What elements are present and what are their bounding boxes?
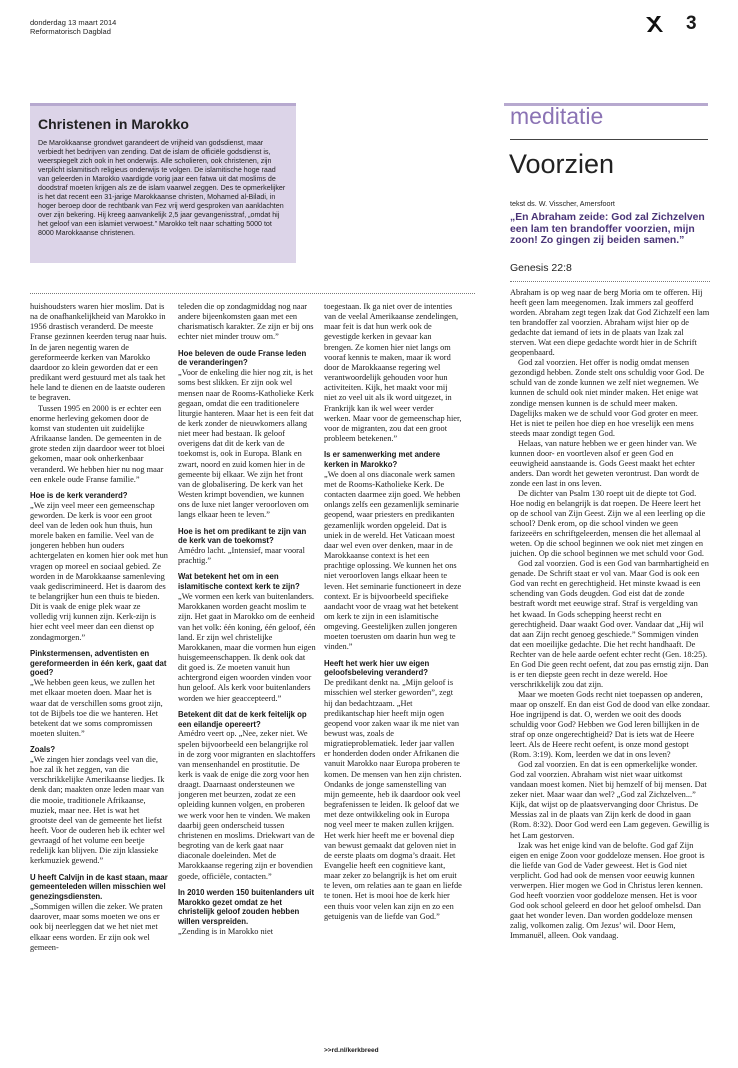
paragraph: De dichter van Psalm 130 roept uit de diepte tot God. Hoe nodig en belangrijk is dat roepen. De Heere leert het op de school van Zijn Geest. Zijn we al een leerling op die school? Denk erom, op die school vinden we geen farizeeërs en schriftgeleerden, mensen die het allemaal al weten. Op die school beginnen we ook niet met zingen en juichen. Op die school beginnen we met schuld voor God. (510, 488, 706, 559)
article-column-1 (30, 302, 168, 1062)
meditatie-separator (510, 139, 708, 140)
paragraph: „We hebben geen keus, we zullen het met elkaar moeten doen. Maar het is waar dat de verschillen soms groot zijn, tot de Bijbels toe die we hanteren. Het betekent dat we soms compromissen moeten sluiten.” (30, 678, 163, 738)
paragraph: „We doen al ons diaconale werk samen met de Rooms-Katholieke Kerk. De contacten daarmee zijn goed. We hebben onlangs zelfs een gezamenlijk seminarie geopend, waar priesters en predikanten gezamenlijk worden opgeleid. Dat is uniek in de wereld. Het Vaticaan moest daar wel even over denken, maar in de Marokkaanse context is het een prachtige oplossing. We kunnen het ons niet veroorloven langs elkaar heen te leven. Het seminarie functioneert in deze context. Er is bijvoorbeeld specifieke aandacht voor de vraag wat het betekent om kerk te zijn in een islamitische omgeving. Geestelijken zullen jongeren moeten toerusten om daarin hun weg te vinden.” (324, 469, 462, 652)
paragraph: Helaas, van nature hebben we er geen hinder van. We kunnen door- en voortleven alsof er geen God en eeuwigheid aanstaande is. Gods Geest maakt het echter anders. Dan wordt het geweten verontrust. Dan wordt de zonde een last in ons leven. (510, 438, 700, 488)
header-date: donderdag 13 maart 2014 (30, 18, 117, 27)
web-link[interactable]: >>rd.nl/kerkbreed (324, 1047, 379, 1054)
paragraph: „Zending is in Marokko niet (178, 926, 274, 936)
question-heading: Heeft het werk hier uw eigen geloofsbeleving veranderd? (324, 658, 430, 678)
paragraph: De predikant denkt na. „Mijn geloof is misschien wel sterker geworden”, zegt hij dan bedachtzaam. „Het predikantschap hier heeft mijn ogen geopend voor zaken waar ik me niet van bewust was, zoals de migratieproblematiek. Ieder jaar vallen er honderden doden onder Afrikanen die vanuit Marokko naar Europa proberen te komen. De mensen van hen zijn christen. Ondanks de jonge samenstelling van mijn gemeente, heb ik daardoor ook veel begrafenissen te leiden. Ik geloof dat we met deze ontwikkeling ook in Europa nog veel meer te maken zullen krijgen. Het werk hier heeft me er bovenal diep van bewust gemaakt dat geloven niet in de eerste plaats om dogma’s draait. Het Evangelie heeft een cognitieve kant, maar zeker zo belangrijk is het om eruit te leven, om relaties aan te gaan en liefde te tonen. Het is mooi hoe de kerk hier een thuis voor velen kan zijn en zo een getuigenis van de liefde van God.” (324, 678, 462, 921)
paragraph: „We vormen een kerk van buitenlanders. Marokkanen worden geacht moslim te zijn. Het gaat in Marokko om de eenheid van het volk: één koning, één geloof, één land. Er zijn wel christelijke Marokkanen, maar die vormen hun eigen huisgemeenschappen. Ik denk ook dat dit goed is. Ze moeten vanuit hun achtergrond eigen woorden vinden voor hun geloof. Als kerk voor buitenlanders worden we hier geaccepteerd.” (178, 592, 316, 703)
info-box-text: De Marokkaanse grondwet garandeert de vrijheid van godsdienst, maar verbiedt het bedrijven van zending. Dat de islam de officiële godsdienst is, weerspiegelt zich ook in het onderwijs. Alle scholieren, ook christenen, zijn verplicht islamitisch religieus onderwijs te volgen. De islamitische hoge raad van geleerden in Marokko vaardigde vorig jaar een fatwa uit dat moslims de doodstraf moeten krijgen als ze de islam vaarwel zeggen. Des te opmerkelijker is het dat recent een 31-jarige Marokkaanse christen, Mohamed al-Biladi, in hoger beroep door de rechtbank van Fez vrij werd gesproken van aanklachten over zijn bekering. Hij kreeg aanvankelijk 2,5 jaar gevangenisstraf, „omdat hij het geloof van een islamiet verwoest.” Marokko telt naar schatting 5000 tot 8000 Marokkaanse christenen. (38, 139, 286, 238)
meditatie-title: Voorzien (509, 149, 615, 179)
meditatie-reference: Genesis 22:8 (510, 262, 572, 274)
paragraph: „We zijn veel meer een gemeenschap geworden. De kerk is voor een groot deel van de leden ook hun thuis, hun morele baken en familie. Veel van de jongeren hebben hun ouders achtergelaten en komen hier ook met hun vragen op moreel en sociaal gebied. Ze worden in de Marokkaanse samenleving vaak gediscrimineerd. Het is daarom des te belangrijker hun een thuis te bieden. Dit is vaak de enige plek waar ze volledig vrij kunnen zijn. Kerk-zijn is hier echt veel meer dan een dienst op zondagmorgen.” (30, 500, 168, 642)
question-heading: Wat betekent het om in een islamitische context kerk te zijn? (178, 572, 300, 592)
meditatie-body (510, 288, 710, 988)
paragraph: God zal voorzien. God is een God van barmhartigheid en genade. De Schrift staat er vol van. Maar God is ook een God van recht en gerechtigheid. Het minste kwaad is een schending van Gods deugden. God eist dat de zonde bestraft wordt met eeuwige straf. Straf is vergelding van het kwaad. In Gods schepping heerst recht en gerechtigheid. Daar waakt God over. Vandaar dat „Hij wil dat aan Zijn recht genoeg geschiede.” Sommigen vinden dat een moeilijke gedachte. Die het recht handhaaft. De Rechter van de hele aarde oefent echter recht (Gen. 18:25). En God Die geen recht oefent, dat zou pas ernstig zijn. Dan is er ten diepste geen recht in deze wereld. Hoe verschrikkelijk zou dat zijn. (510, 559, 709, 689)
question-heading: Zoals? (30, 745, 56, 755)
question-heading: U heeft Calvijn in de kast staan, maar gemeenteleden willen misschien wel genezingsdiensten. (30, 872, 168, 902)
question-heading: Hoe beleven de oude Franse leden de veranderingen? (178, 348, 307, 368)
paragraph: „Sommigen willen die zeker. We praten daarover, maar soms moeten we ons er ook bij neerleggen dat we het niet met elkaar eens worden. Er zijn ook wel gemeen- (30, 902, 163, 952)
info-box (30, 103, 296, 263)
meditatie-quote: „En Abraham zeide: God zal Zichzelven een lam ten brandoffer voorzien, mijn zoon! Zo gingen zij beiden samen.” (510, 212, 705, 247)
paragraph: teleden die op zondagmiddag nog naar andere bijeenkomsten gaan met een charismatisch karakter. Ze zijn er bij ons echter niet minder trouw om.” (178, 302, 314, 342)
paragraph: toegestaan. Ik ga niet over de intenties van de veelal Amerikaanse zendelingen, maar feit is dat hun werk ook de gevestigde kerken in gevaar kan brengen. Ze komen hier niet langs om vooraf kennis te maken, maar ik word door de Marokkaanse regering wel verantwoordelijk gehouden voor hun activiteiten. Kijk, het maakt voor mij niet zo veel uit als ik word uitgezet, in Frankrijk kan ik wel weer verder werken. Maar voor de gemeenschap hier, voor de migranten, zou dat een groot probleem betekenen.” (324, 302, 462, 444)
paragraph: Amédro veert op. „Nee, zeker niet. We spelen bijvoorbeeld een belangrijke rol in de zorg voor migranten en slachtoffers van mensenhandel en prostitutie. De kerk is vaak de enige die zorg voor hen draagt. Daarnaast ondersteunen we jongeren met beurzen, zodat ze een opleiding kunnen volgen, en proberen we werk voor hen te vinden. We maken daarbij geen onderscheid tussen christenen en moslims. Driekwart van de begroting van de kerk gaat naar diaconale doeleinden. Met de Marokkaanse regering zijn er bovendien goede, officiële, contacten.” (178, 729, 316, 881)
question-heading: In 2010 werden 150 buitenlanders uit Marokko gezet omdat ze het christelijk geloof zouden hebben willen verspreiden. (178, 887, 315, 927)
info-box-title: Christenen in Marokko (38, 116, 189, 132)
newspaper-logo-icon (644, 14, 664, 34)
question-heading: Hoe is de kerk veranderd? (30, 490, 128, 500)
paragraph: „We zingen hier zondags veel van die, hoe zal ik het zeggen, van die verschrikkelijke Amerikaanse liedjes. Ik denk dan; maakten onze leden maar van die mooie, traditionele Afrikaanse, muziek, maar nee. Het is wat het grootste deel van de gemeente het liefst heeft. Voor de ouderen heb ik echter wel gevraagd of het volume een beetje redelijk kan blijven. Die zijn klassieke kerkmuziek gewend.” (30, 754, 165, 866)
meditatie-author: tekst ds. W. Visscher, Amersfoort (510, 199, 615, 208)
meditatie-label: meditatie (510, 103, 604, 129)
paragraph: Maar we moeten Gods recht niet toepassen op anderen, maar op onszelf. En dan eist God de dood van elke zondaar. Hoe ingrijpend is dat. O, werden we ooit des doods schuldig voor God? Hebben we God leren billijken in de straf op onze ongerechtigheid? Dat is iets wat de Heere leert. Als de Heere recht oefent, is onze mond gestopt (Rom. 3:19). Kom, leerden we dat in ons leven? (510, 689, 710, 760)
paragraph: Tussen 1995 en 2000 is er echter een enorme herleving gekomen door de komst van studenten uit zuidelijke Afrikaanse landen. De gemeenten in de grote steden zijn daardoor weer tot bloei gekomen, maar ook onherkenbaar veranderd. We hebben hier nu nog maar een enkele oude Franse familie.” (30, 403, 165, 484)
paragraph: Amédro lacht. „Intensief, maar vooral prachtig.” (178, 546, 305, 566)
paragraph: Izak was het enige kind van de belofte. God gaf Zijn eigen en enige Zoon voor goddeloze mensen. Hoe groot is die liefde van God de Vader geweest. Het is God niet verplicht. God had ook de mensen voor eeuwig kunnen verwerpen. Hier mogen we God in Christus leren kennen. God heeft voorzien voor goddeloze mensen. Het is voor God ook school geleerd en door het geloof omhelsd. Dan gaat het wonder leven. Dan worden goddeloze mensen zalig, volkomen zalig. Om Jezus’ wil. Door Hem, Immanuël, alleen. Ook vandaag. (510, 840, 705, 940)
question-heading: Pinkstermensen, adventisten en gereformeerden in één kerk, gaat dat goed? (30, 648, 167, 678)
question-heading: Is er samenwerking met andere kerken in Marokko? (324, 450, 441, 469)
header-newspaper: Reformatorisch Dagblad (30, 27, 111, 36)
paragraph: „Voor de enkeling die hier nog zit, is het soms best slikken. Er zijn ook wel mensen naar de Rooms-Katholieke Kerk gegaan, omdat die een traditionelere liturgie hanteren. Maar het is een feit dat de kerk zonder de nieuwkomers allang niet meer had bestaan. Ik geloof overigens dat dit de kerk van de toekomst is, ook in Europa. Blank en zwart, noord en zuid komen hier in de gemeente bij elkaar. We zijn het front van de globalisering. De kerk van het Westen krimpt bovendien, we kunnen ons de luxe niet langer veroorloven om langs elkaar heen te leven.” (178, 368, 314, 520)
header-date-block (30, 18, 116, 36)
paragraph: huishoudsters waren hier moslim. Dat is na de onafhankelijkheid van Marokko in 1956 drastisch veranderd. De meeste Franse gezinnen keerden terug naar huis. In de jaren negentig waren de gereformeerde kerken van Marokko daardoor zo klein geworden dat er een predikant werd gestuurd met als taak het hele land te dienen en de laatste ouderen te begraven. (30, 302, 167, 403)
article-column-2 (178, 302, 316, 1062)
article-divider (30, 293, 475, 294)
paragraph: God zal voorzien. Het offer is nodig omdat mensen gezondigd hebben. Zonde stelt ons schuldig voor God. De schuld van de zonde kunnen we zelf niet wegnemen. We kunnen de schuld ook niet minder maken. Het enige wat zondige mensen kunnen is de schuld meer maken. Dagelijks maken we de schuld voor God groter en meer. Het is niet te peilen hoe diep en hoe vreselijk een mens steeds maar zondigt tegen God. (510, 358, 705, 438)
paragraph: God zal voorzien. En dat is een opmerkelijke wonder. God zal voorzien. Abraham wist niet waar uitkomst vandaan moest komen. Niet bij hemzelf of bij mensen. Dat zeker niet. Maar waar dan wel? „God zal Zichzelven...” Kijk, dat wijst op de plaatsvervanging door Christus. De Messias zal in de plaats van Zijn kerk de dood in gaan (Rom. 8:32). Door God werd een Lam gegeven. Gewillig is het Lam gestorven. (510, 760, 710, 840)
paragraph: Abraham is op weg naar de berg Moria om te offeren. Hij heeft geen lam meegenomen. Izak immers zal geofferd worden. Abraham zegt tegen Izak dat God Zichzelf een lam ten brandoffer zal voorzien. Abraham wijst hier op de gedachte dat iemand of iets in de plaats van Izak zal sterven. Wat een diepe gedachte wordt hier in de Schrift geopenbaard. (510, 288, 710, 358)
page-number: 3 (686, 13, 697, 34)
question-heading: Betekent dit dat de kerk feitelijk op een eilandje opereert? (178, 709, 307, 729)
article-column-3 (324, 302, 462, 1042)
meditatie-divider (510, 281, 710, 282)
question-heading: Hoe is het om predikant te zijn van de kerk van de toekomst? (178, 526, 307, 546)
